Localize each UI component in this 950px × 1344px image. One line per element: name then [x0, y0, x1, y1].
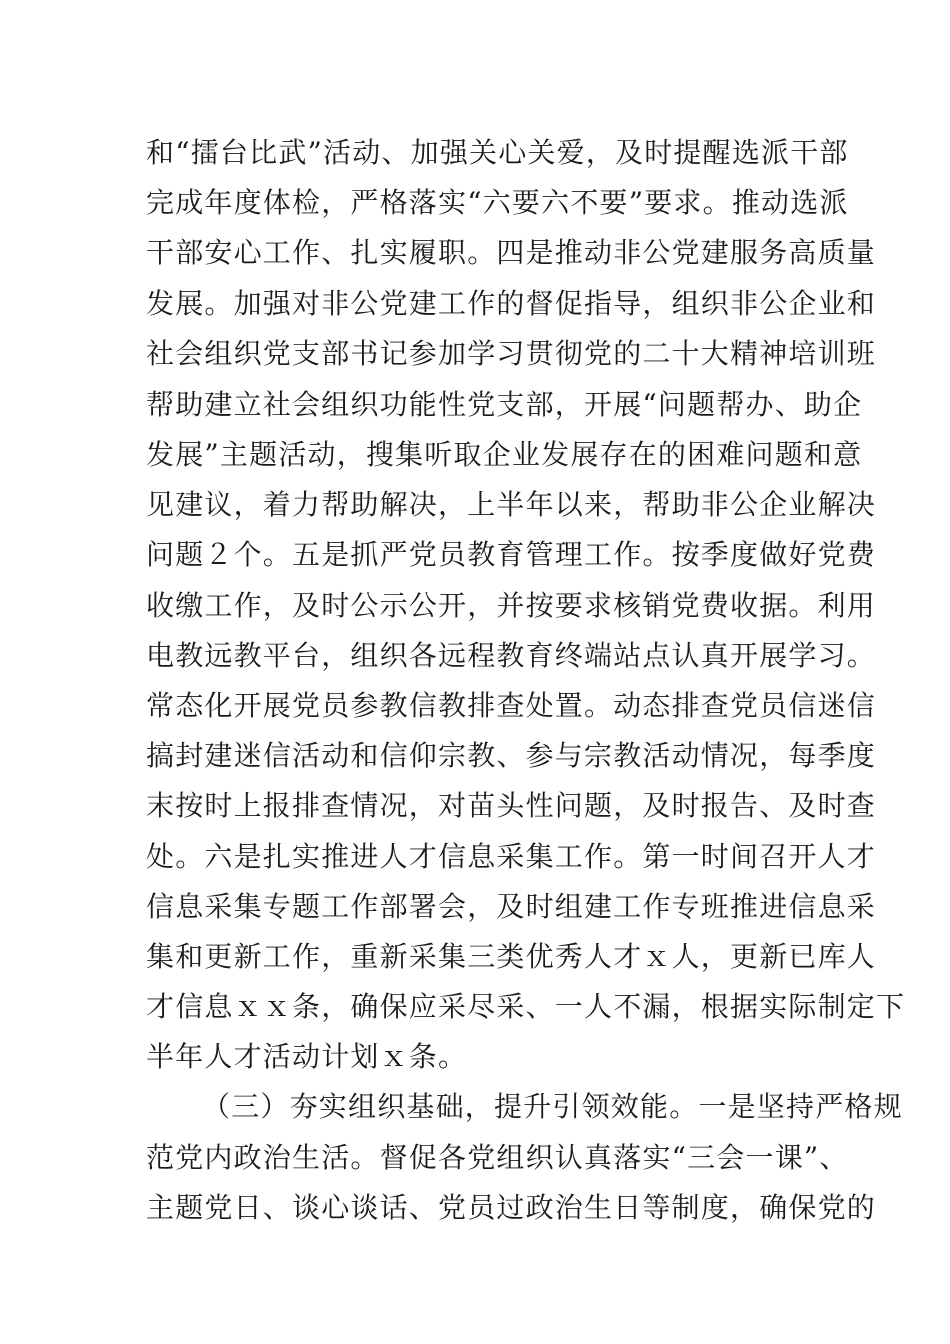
body-text-line: 收缴工作，及时公示公开，并按要求核销党费收据。利用 — [146, 589, 877, 622]
body-text-line: 主题党日、谈心谈话、党员过政治生日等制度，确保党的 — [146, 1191, 877, 1224]
body-text-line: 完成年度体检，严格落实“六要六不要”要求。推动选派 — [146, 186, 849, 219]
body-text-line: 见建议，着力帮助解决，上半年以来，帮助非公企业解决 — [146, 488, 877, 521]
body-text-line: 常态化开展党员参教信教排查处置。动态排查党员信迷信 — [146, 689, 877, 722]
body-text-line: 搞封建迷信活动和信仰宗教、参与宗教活动情况，每季度 — [146, 739, 877, 772]
body-text-line: 问题２个。五是抓严党员教育管理工作。按季度做好党费 — [146, 538, 877, 571]
body-text-line: 集和更新工作，重新采集三类优秀人才ｘ人，更新已库人 — [146, 940, 877, 973]
body-text-line: 半年人才活动计划ｘ条。 — [146, 1040, 468, 1073]
body-text-line: 处。六是扎实推进人才信息采集工作。第一时间召开人才 — [146, 840, 877, 873]
body-text-line: 和“擂台比武”活动、加强关心关爱，及时提醒选派干部 — [146, 136, 849, 169]
section-heading-line: （三）夯实组织基础，提升引领效能。一是坚持严格规 — [202, 1090, 903, 1123]
body-text-line: 干部安心工作、扎实履职。四是推动非公党建服务高质量 — [146, 236, 877, 269]
body-text-line: 帮助建立社会组织功能性党支部，开展“问题帮办、助企 — [146, 388, 863, 421]
body-text-line: 才信息ｘｘ条，确保应采尽采、一人不漏，根据实际制定下 — [146, 990, 906, 1023]
body-text-line: 电教远教平台，组织各远程教育终端站点认真开展学习。 — [146, 639, 877, 672]
body-text-line: 发展。加强对非公党建工作的督促指导，组织非公企业和 — [146, 287, 877, 320]
body-text-line: 社会组织党支部书记参加学习贯彻党的二十大精神培训班 — [146, 337, 877, 370]
body-text-line: 范党内政治生活。督促各党组织认真落实“三会一课”、 — [146, 1141, 849, 1174]
body-text-line: 信息采集专题工作部署会，及时组建工作专班推进信息采 — [146, 890, 877, 923]
body-text-line: 发展”主题活动，搜集听取企业发展存在的困难问题和意 — [146, 438, 863, 471]
body-text-line: 末按时上报排查情况，对苗头性问题，及时报告、及时查 — [146, 789, 877, 822]
